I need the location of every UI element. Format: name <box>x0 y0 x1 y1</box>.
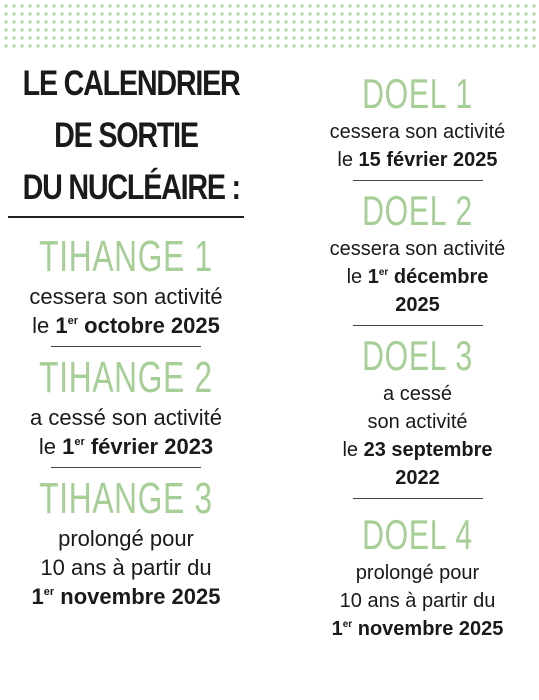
status-text: a cessé son activité <box>30 405 222 430</box>
title-line-2: DE SORTIE <box>54 116 198 155</box>
status-text: a cessé <box>383 383 452 405</box>
status-text: prolongé pour <box>355 562 480 584</box>
divider <box>353 498 483 499</box>
date-text: 1er novembre 2025 <box>331 618 504 640</box>
dot-pattern-banner <box>0 0 539 48</box>
plant-name: DOEL 2 <box>362 187 473 234</box>
status-text: cessera son activité <box>29 284 223 309</box>
date-text: le 15 février 2025 <box>337 149 498 171</box>
plant-name: DOEL 4 <box>362 511 473 558</box>
plant-name: TIHANGE 2 <box>39 353 213 402</box>
doel-1-block <box>296 70 539 174</box>
date-year: 2025 <box>395 294 440 316</box>
divider <box>51 467 201 468</box>
right-column <box>296 70 539 643</box>
status-text: prolongé pour <box>58 526 194 551</box>
tihange-2-block <box>0 353 252 461</box>
status-text: cessera son activité <box>329 121 506 143</box>
divider <box>353 180 483 181</box>
date-text: le 1er décembre <box>346 266 489 288</box>
plant-name: TIHANGE 1 <box>39 232 213 281</box>
status-text: cessera son activité <box>329 238 506 260</box>
plant-name: TIHANGE 3 <box>39 474 213 523</box>
title-line-1: LE CALENDRIER <box>22 64 240 103</box>
date-year: 2022 <box>395 467 440 489</box>
title-line-3: DU NUCLÉAIRE : <box>22 168 240 207</box>
status-text: 10 ans à partir du <box>339 590 496 612</box>
plant-name: DOEL 3 <box>362 332 473 379</box>
tihange-1-block <box>0 232 252 340</box>
doel-2-block <box>296 187 539 319</box>
divider <box>353 325 483 326</box>
title-divider <box>8 216 244 218</box>
date-text: le 23 septembre <box>342 439 493 461</box>
tihange-3-block <box>0 474 252 611</box>
doel-3-block <box>296 332 539 492</box>
date-text: 1er novembre 2025 <box>31 584 221 609</box>
status-text: son activité <box>367 411 468 433</box>
date-text: le 1er octobre 2025 <box>32 313 220 338</box>
plant-name: DOEL 1 <box>362 70 473 117</box>
left-column <box>0 58 252 611</box>
doel-4-block <box>296 511 539 643</box>
divider <box>51 346 201 347</box>
date-text: le 1er février 2023 <box>38 434 214 459</box>
status-text: 10 ans à partir du <box>40 555 212 580</box>
